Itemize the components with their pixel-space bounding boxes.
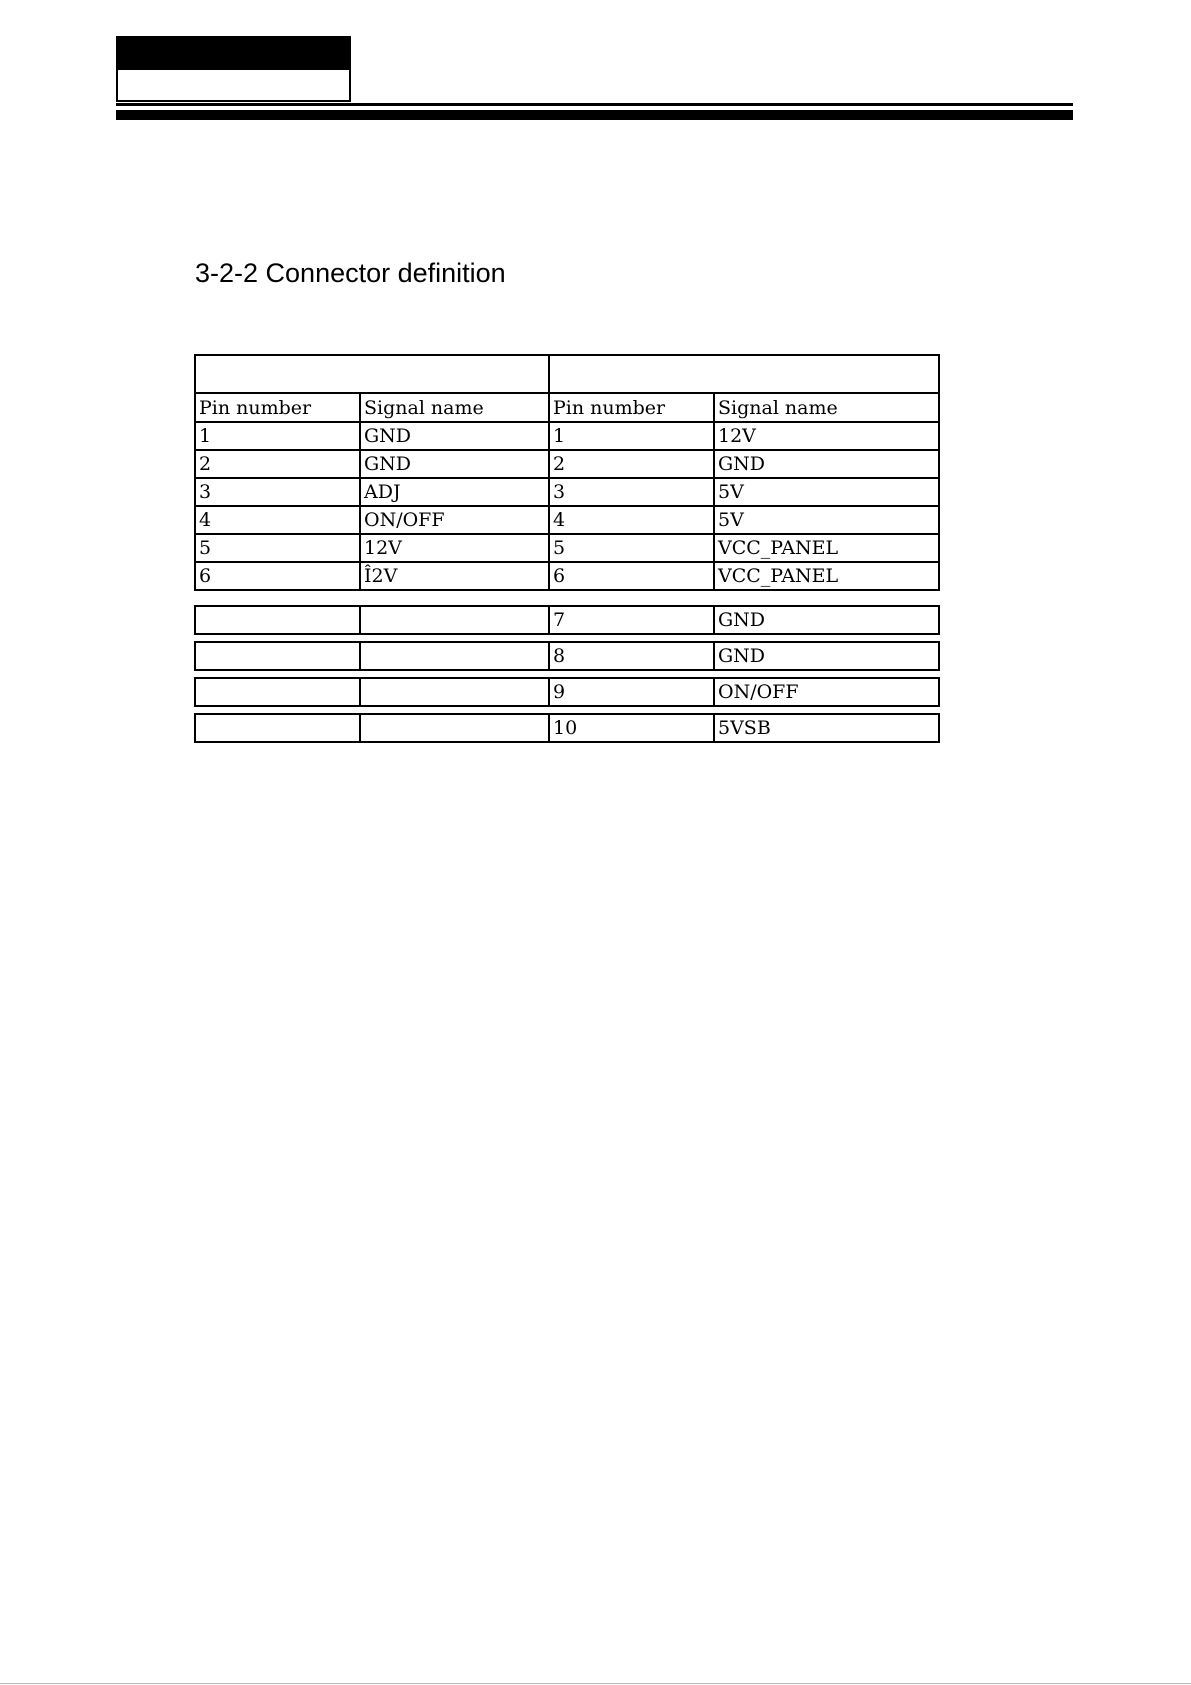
connector-extra-row-table [194, 713, 940, 743]
table-row [195, 534, 939, 562]
table-row [195, 422, 939, 450]
right-pin-cell: 9 [549, 678, 714, 706]
table-row [195, 562, 939, 590]
right-signal-cell: 12V [714, 422, 939, 450]
connector-extra-row-table [194, 605, 940, 635]
connector-extra-row-table [194, 641, 940, 671]
right-connector-title [549, 355, 939, 393]
right-pin-cell: 4 [549, 506, 714, 534]
connector-extra-row-table [194, 677, 940, 707]
table-row [195, 506, 939, 534]
right-signal-cell: 5V [714, 478, 939, 506]
right-pin-cell: 3 [549, 478, 714, 506]
header-black-tab [116, 36, 351, 72]
left-pin-cell [195, 606, 360, 634]
left-signal-cell [360, 714, 549, 742]
right-signal-cell: 5VSB [714, 714, 939, 742]
page-bottom-edge [0, 1683, 1191, 1684]
left-pin-cell [195, 642, 360, 670]
column-header: Signal name [714, 393, 939, 422]
table-row [195, 714, 939, 742]
left-signal-cell: ON/OFF [360, 506, 549, 534]
left-signal-cell [360, 642, 549, 670]
header-rule-thick [116, 110, 1073, 120]
table-row [195, 478, 939, 506]
left-signal-cell: 12V [360, 534, 549, 562]
right-signal-cell: ON/OFF [714, 678, 939, 706]
right-signal-cell: GND [714, 450, 939, 478]
column-header: Pin number [549, 393, 714, 422]
column-header: Pin number [195, 393, 360, 422]
right-pin-cell: 2 [549, 450, 714, 478]
left-pin-cell [195, 714, 360, 742]
left-pin-cell: 1 [195, 422, 360, 450]
right-signal-cell: 5V [714, 506, 939, 534]
left-signal-cell: Î2V [360, 562, 549, 590]
table-row [195, 642, 939, 670]
right-pin-cell: 1 [549, 422, 714, 450]
left-pin-cell: 5 [195, 534, 360, 562]
left-pin-cell: 3 [195, 478, 360, 506]
header-rule-thin [116, 103, 1073, 106]
left-pin-cell: 6 [195, 562, 360, 590]
connector-table [194, 354, 940, 591]
left-pin-cell: 4 [195, 506, 360, 534]
right-signal-cell: VCC_PANEL [714, 534, 939, 562]
left-pin-cell: 2 [195, 450, 360, 478]
table-row [195, 606, 939, 634]
right-pin-cell: 6 [549, 562, 714, 590]
left-signal-cell: GND [360, 450, 549, 478]
right-pin-cell: 10 [549, 714, 714, 742]
right-pin-cell: 5 [549, 534, 714, 562]
right-signal-cell: GND [714, 642, 939, 670]
left-signal-cell [360, 606, 549, 634]
right-signal-cell: VCC_PANEL [714, 562, 939, 590]
right-pin-cell: 7 [549, 606, 714, 634]
left-signal-cell: GND [360, 422, 549, 450]
table-row [195, 450, 939, 478]
left-signal-cell: ADJ [360, 478, 549, 506]
right-signal-cell: GND [714, 606, 939, 634]
section-title: 3-2-2 Connector definition [195, 258, 506, 288]
left-connector-title [195, 355, 549, 393]
left-signal-cell [360, 678, 549, 706]
column-header-row [195, 393, 939, 422]
connector-title-row [195, 355, 939, 393]
column-header: Signal name [360, 393, 549, 422]
table-row [195, 678, 939, 706]
header-label-box [116, 70, 351, 102]
left-pin-cell [195, 678, 360, 706]
right-pin-cell: 8 [549, 642, 714, 670]
